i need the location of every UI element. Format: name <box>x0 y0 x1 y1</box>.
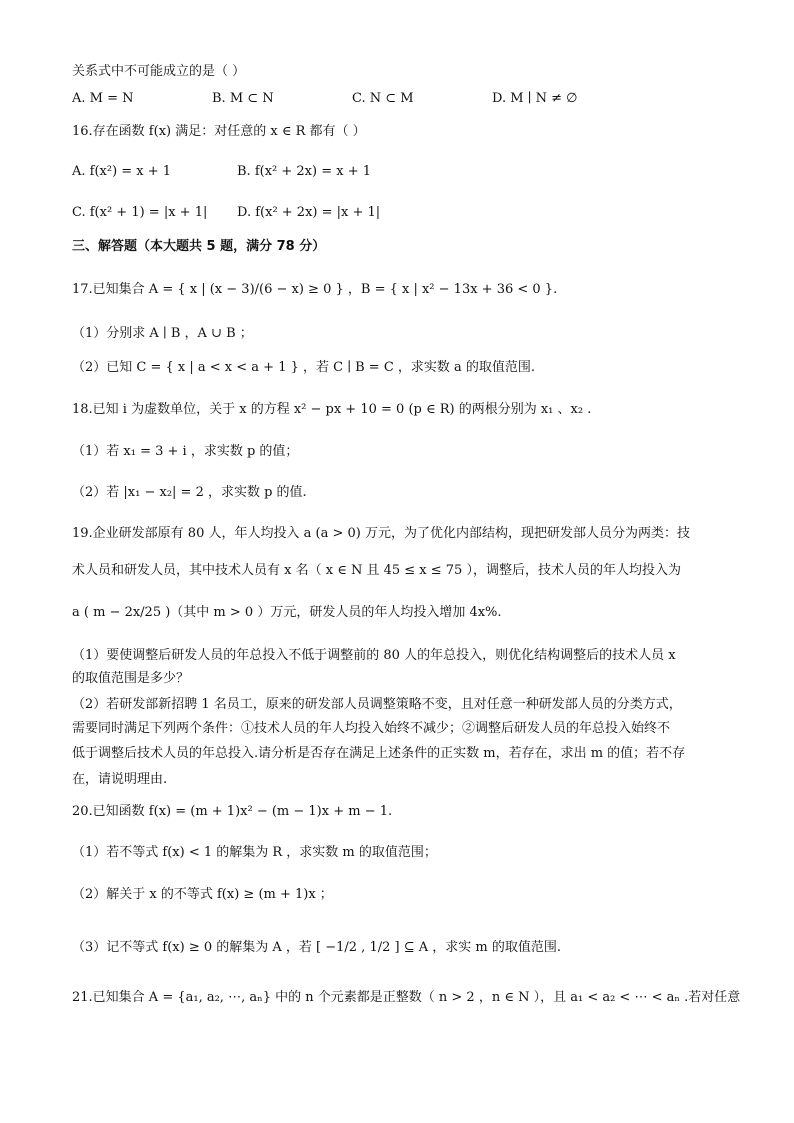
choice-15-a: A. M = N <box>72 91 134 106</box>
choice-16-c: C. f(x² + 1) = |x + 1| <box>72 205 208 220</box>
question-19-part-2-line-2: 需要同时满足下列两个条件：①技术人员的年人均投入始终不减少；②调整后研发人员的年总投入始终不 <box>72 721 671 736</box>
choice-16-b: B. f(x² + 2x) = x + 1 <box>237 164 371 179</box>
question-20-part-3: （3）记不等式 f(x) ≥ 0 的解集为 A ，若 [ −1/2 , 1/2 ] ⊆ A ，求实 m 的取值范围. <box>72 940 561 955</box>
question-19-stem-line-1: 19.企业研发部原有 80 人，年人均投入 a (a > 0) 万元，为了优化内部结构，现把研发部人员分为两类：技 <box>72 526 690 541</box>
question-21-stem: 21.已知集合 A = {a₁, a₂, ⋯, aₙ} 中的 n 个元素都是正整数（ n > 2 ，n ∈ N ），且 a₁ < a₂ < ⋯ < aₙ .若对任意 <box>72 990 741 1005</box>
question-17-stem: 17.已知集合 A = { x | (x − 3)/(6 − x) ≥ 0 } ，B = { x | x² − 13x + 36 < 0 }. <box>72 282 558 297</box>
question-18-stem: 18.已知 i 为虚数单位，关于 x 的方程 x² − px + 10 = 0 (p ∈ R) 的两根分别为 x₁ 、x₂ . <box>72 402 592 417</box>
question-20-stem: 20.已知函数 f(x) = (m + 1)x² − (m − 1)x + m − 1. <box>72 804 393 819</box>
question-17-part-1: （1）分别求 A ∣ B ，A ∪ B ； <box>72 326 253 341</box>
section-3-heading: 三、解答题（本大题共 5 题，满分 78 分） <box>72 239 326 254</box>
choice-16-a: A. f(x²) = x + 1 <box>72 164 172 179</box>
question-20-part-2: （2）解关于 x 的不等式 f(x) ≥ (m + 1)x ； <box>72 887 333 902</box>
choice-15-b: B. M ⊂ N <box>212 91 274 106</box>
choice-15-c: C. N ⊂ M <box>352 91 414 106</box>
question-19-part-2-line-1: （2）若研发部新招聘 1 名员工，原来的研发部人员调整策略不变，且对任意一种研发部人员的分类方式， <box>72 697 682 712</box>
question-20-part-1: （1）若不等式 f(x) < 1 的解集为 R ，求实数 m 的取值范围； <box>72 845 437 860</box>
question-18-part-2: （2）若 |x₁ − x₂| = 2 ，求实数 p 的值. <box>72 485 307 500</box>
question-19-stem-line-3: a ( m − 2x/25 )（其中 m > 0 ）万元，研发人员的年人均投入增加 4x%. <box>72 605 502 620</box>
question-16-choices-row-2 <box>72 203 732 223</box>
question-16-choices-row-1 <box>72 162 732 182</box>
question-19-part-2-line-3: 低于调整后技术人员的年总投入.请分析是否存在满足上述条件的正实数 m，若存在，求出 m 的值；若不存 <box>72 746 686 761</box>
question-15-choices <box>72 89 732 109</box>
choice-15-d: D. M ∣ N ≠ ∅ <box>492 91 578 106</box>
question-19-part-2-line-4: 在，请说明理由. <box>72 772 168 787</box>
question-19-stem-line-2: 术人员和研发人员，其中技术人员有 x 名（ x ∈ N 且 45 ≤ x ≤ 75 ），调整后，技术人员的年人均投入为 <box>72 563 681 578</box>
question-16-stem: 16.存在函数 f(x) 满足：对任意的 x ∈ R 都有（ ） <box>72 124 366 139</box>
choice-16-d: D. f(x² + 2x) = |x + 1| <box>237 205 381 220</box>
question-17-part-2: （2）已知 C = { x | a < x < a + 1 } ，若 C ∣ B = C ，求实数 a 的取值范围. <box>72 360 536 375</box>
question-15-stem-tail: 关系式中不可能成立的是（ ） <box>72 64 246 79</box>
question-19-part-1-line-1: （1）要使调整后研发人员的年总投入不低于调整前的 80 人的年总投入，则优化结构调整后的技术人员 x <box>72 648 676 663</box>
question-19-part-1-line-2: 的取值范围是多少？ <box>72 671 190 686</box>
question-18-part-1: （1）若 x₁ = 3 + i ，求实数 p 的值； <box>72 444 299 459</box>
